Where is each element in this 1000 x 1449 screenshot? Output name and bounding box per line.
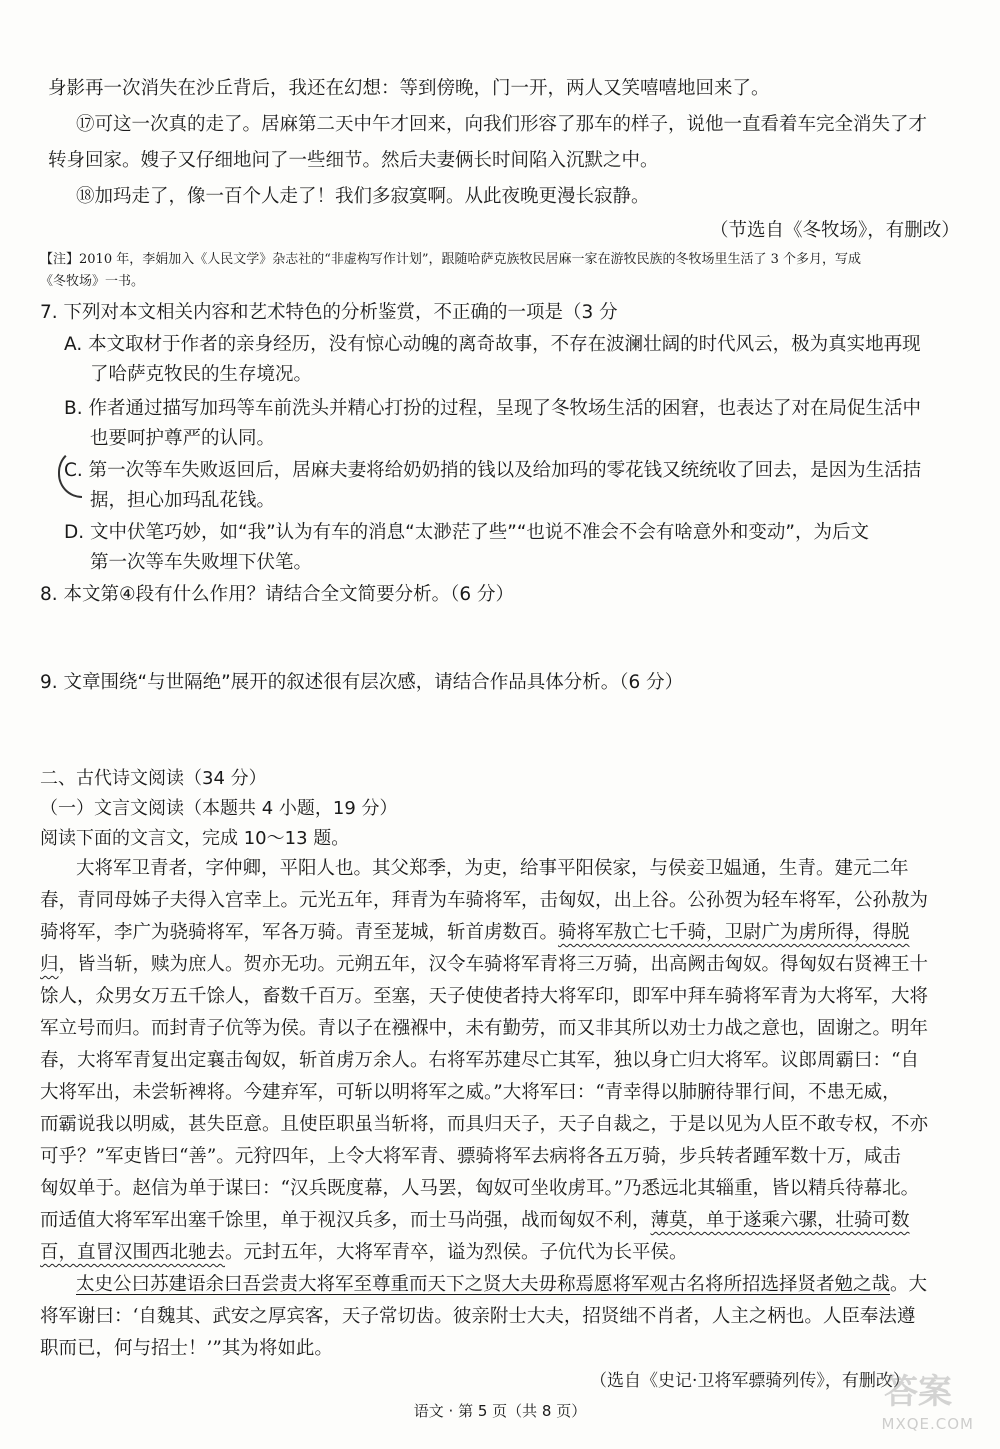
watermark-glyph: 答案 [884, 1372, 952, 1412]
q7-option-b-cont: 也要呵护尊严的认同。 [90, 428, 276, 449]
underlined-sentence: 薄莫，单于遂乘六骡，壮骑可数 [650, 1210, 910, 1231]
classical-source: （选自《史记·卫将军骠骑列传》，有删改） [590, 1371, 910, 1391]
question-7-stem: 7. 下列对本文相关内容和艺术特色的分析鉴赏，不正确的一项是（3 分 [40, 302, 618, 323]
classical-line: 春，青同母姊子夫得入宫幸上。元光五年，拜青为车骑将军，击匈奴，出上谷。公孙贺为轻车将军，公孙敖为 [40, 890, 929, 911]
underlined-sentence-cont: 百，直冒汉围西北驰去 [40, 1242, 226, 1263]
annotation-line: 【注】2010 年，李娟加入《人民文学》杂志社的“非虚构写作计划”，跟随哈萨克族牧民居麻一家在游牧民族的冬牧场里生活了 3 个多月，写成 [40, 252, 862, 267]
q7-option-a: A. 本文取材于作者的亲身经历，没有惊心动魄的离奇故事，不存在波澜壮阔的时代风云，极为真实地再现 [64, 334, 921, 355]
section-title: 二、古代诗文阅读（34 分） [40, 768, 267, 789]
page-footer: 语文 · 第 5 页（共 8 页） [413, 1402, 587, 1420]
classical-line: 归，皆当斩，赎为庶人。贺亦无功。元朔五年，汉令车骑将军青将三万骑，出高阙击匈奴。得匈奴右贤裨王十 [40, 954, 929, 975]
classical-line: 而霸说我以明威，甚失臣意。且使臣职虽当斩将，而具归天子，天子自裁之，于是以见为人臣不敢专权，不亦 [40, 1114, 929, 1135]
source-note: （节选自《冬牧场》，有删改） [710, 220, 960, 241]
q7-option-a-cont: 了哈萨克牧民的生存境况。 [90, 364, 313, 385]
classical-line: 而适值大将军军出塞千馀里，单于视汉兵多，而士马尚强，战而匈奴不利，薄莫，单于遂乘六骡，壮骑可数 [40, 1210, 910, 1231]
underlined-sentence: 骑将军敖亡七千骑，卫尉广为虏所得，得脱 [558, 922, 910, 943]
instruction: 阅读下面的文言文，完成 10～13 题。 [40, 828, 350, 849]
classical-line: 可乎？”军吏皆曰“善”。元狩四年，上令大将军青、骠骑将军去病将各五万骑，步兵转者踵军数十万，咸击 [40, 1146, 901, 1167]
classical-line: 职而已，何与招士！’”其为将如此。 [40, 1338, 333, 1359]
story-paragraph: 转身回家。嫂子又仔细地问了一些细节。然后夫妻俩长时间陷入沉默之中。 [48, 150, 659, 171]
classical-line: 馀人，众男女万五千馀人，畜数千百万。至塞，天子使使者持大将军印，即军中拜车骑将军青为大将军，大将 [40, 986, 929, 1007]
question-9: 9. 文章围绕“与世隔绝”展开的叙述很有层次感，请结合作品具体分析。（6 分） [40, 672, 684, 693]
classical-line: 春，大将军青复出定襄击匈奴，斩首虏万余人。右将军苏建尽亡其军，独以身亡归大将军。议郎周霸曰：“自 [40, 1050, 919, 1071]
classical-line: 军立号而归。而封青子伉等为侯。青以子在襁褓中，未有勤劳，而又非其所以劝士力战之意也，固谢之。明年 [40, 1018, 929, 1039]
watermark-text: MXQE.COM [881, 1415, 974, 1433]
story-paragraph: ⑰可这一次真的走了。居麻第二天中午才回来，向我们形容了那车的样子，说他一直看着车完全消失了才 [76, 114, 928, 135]
watermark-logo [832, 1369, 982, 1439]
subsection-title: （一）文言文阅读（本题共 4 小题，19 分） [40, 798, 398, 819]
story-paragraph: 身影再一次消失在沙丘背后，我还在幻想：等到傍晚，门一开，两人又笑嘻嘻地回来了。 [48, 78, 770, 99]
q7-option-d-cont: 第一次等车失败埋下伏笔。 [90, 552, 313, 573]
classical-line: 太史公曰苏建语余曰吾尝责大将军至尊重而天下之贤大夫毋称焉愿将军观古名将所招选择贤者勉之哉。大 [76, 1274, 928, 1295]
underlined-sentence-cont: 归 [40, 954, 59, 975]
classical-line: 大将军卫青者，字仲卿，平阳人也。其父郑季，为吏，给事平阳侯家，与侯妾卫媪通，生青。建元二年 [76, 858, 909, 879]
classical-line: 将军谢曰：‘自魏其、武安之厚宾客，天子常切齿。彼亲附士大夫，招贤绌不肖者，人主之柄也。人臣奉法遵 [40, 1306, 916, 1327]
classical-line: 匈奴单于。赵信为单于谋曰：“汉兵既度幕，人马罢，匈奴可坐收虏耳。”乃悉远北其辎重，皆以精兵待幕北。 [40, 1178, 920, 1199]
q7-option-c: C. 第一次等车失败返回后，居麻夫妻将给奶奶捎的钱以及给加玛的零花钱又统统收了回去，是因为生活拮 [64, 460, 922, 481]
classical-line: 百，直冒汉围西北驰去。元封五年，大将军青卒，谥为烈侯。子伉代为长平侯。 [40, 1242, 688, 1263]
q7-option-b: B. 作者通过描写加玛等车前洗头并精心打扮的过程，呈现了冬牧场生活的困窘，也表达了对在局促生活中 [64, 398, 921, 419]
question-8: 8. 本文第④段有什么作用？请结合全文简要分析。（6 分） [40, 584, 515, 605]
punctuation-task-sentence: 太史公曰苏建语余曰吾尝责大将军至尊重而天下之贤大夫毋称焉愿将军观古名将所招选择贤者勉之哉 [76, 1274, 891, 1295]
classical-line: 骑将军，李广为骁骑将军，军各万骑。青至茏城，斩首虏数百。骑将军敖亡七千骑，卫尉广为虏所得，得脱 [40, 922, 910, 943]
classical-line: 大将军出，未尝斩裨将。今建弃军，可斩以明将军之威。”大将军曰：“青幸得以肺腑待罪行间，不患无威， [40, 1082, 901, 1103]
story-paragraph: ⑱加玛走了，像一百个人走了！我们多寂寞啊。从此夜晚更漫长寂静。 [76, 186, 650, 207]
q7-option-d: D. 文中伏笔巧妙，如“我”认为有车的消息“太渺茫了些”“也说不准会不会有啥意外和变动”，为后文 [64, 522, 870, 543]
q7-option-c-cont: 据，担心加玛乱花钱。 [90, 490, 276, 511]
annotation-line: 《冬牧场》一书。 [40, 274, 145, 289]
